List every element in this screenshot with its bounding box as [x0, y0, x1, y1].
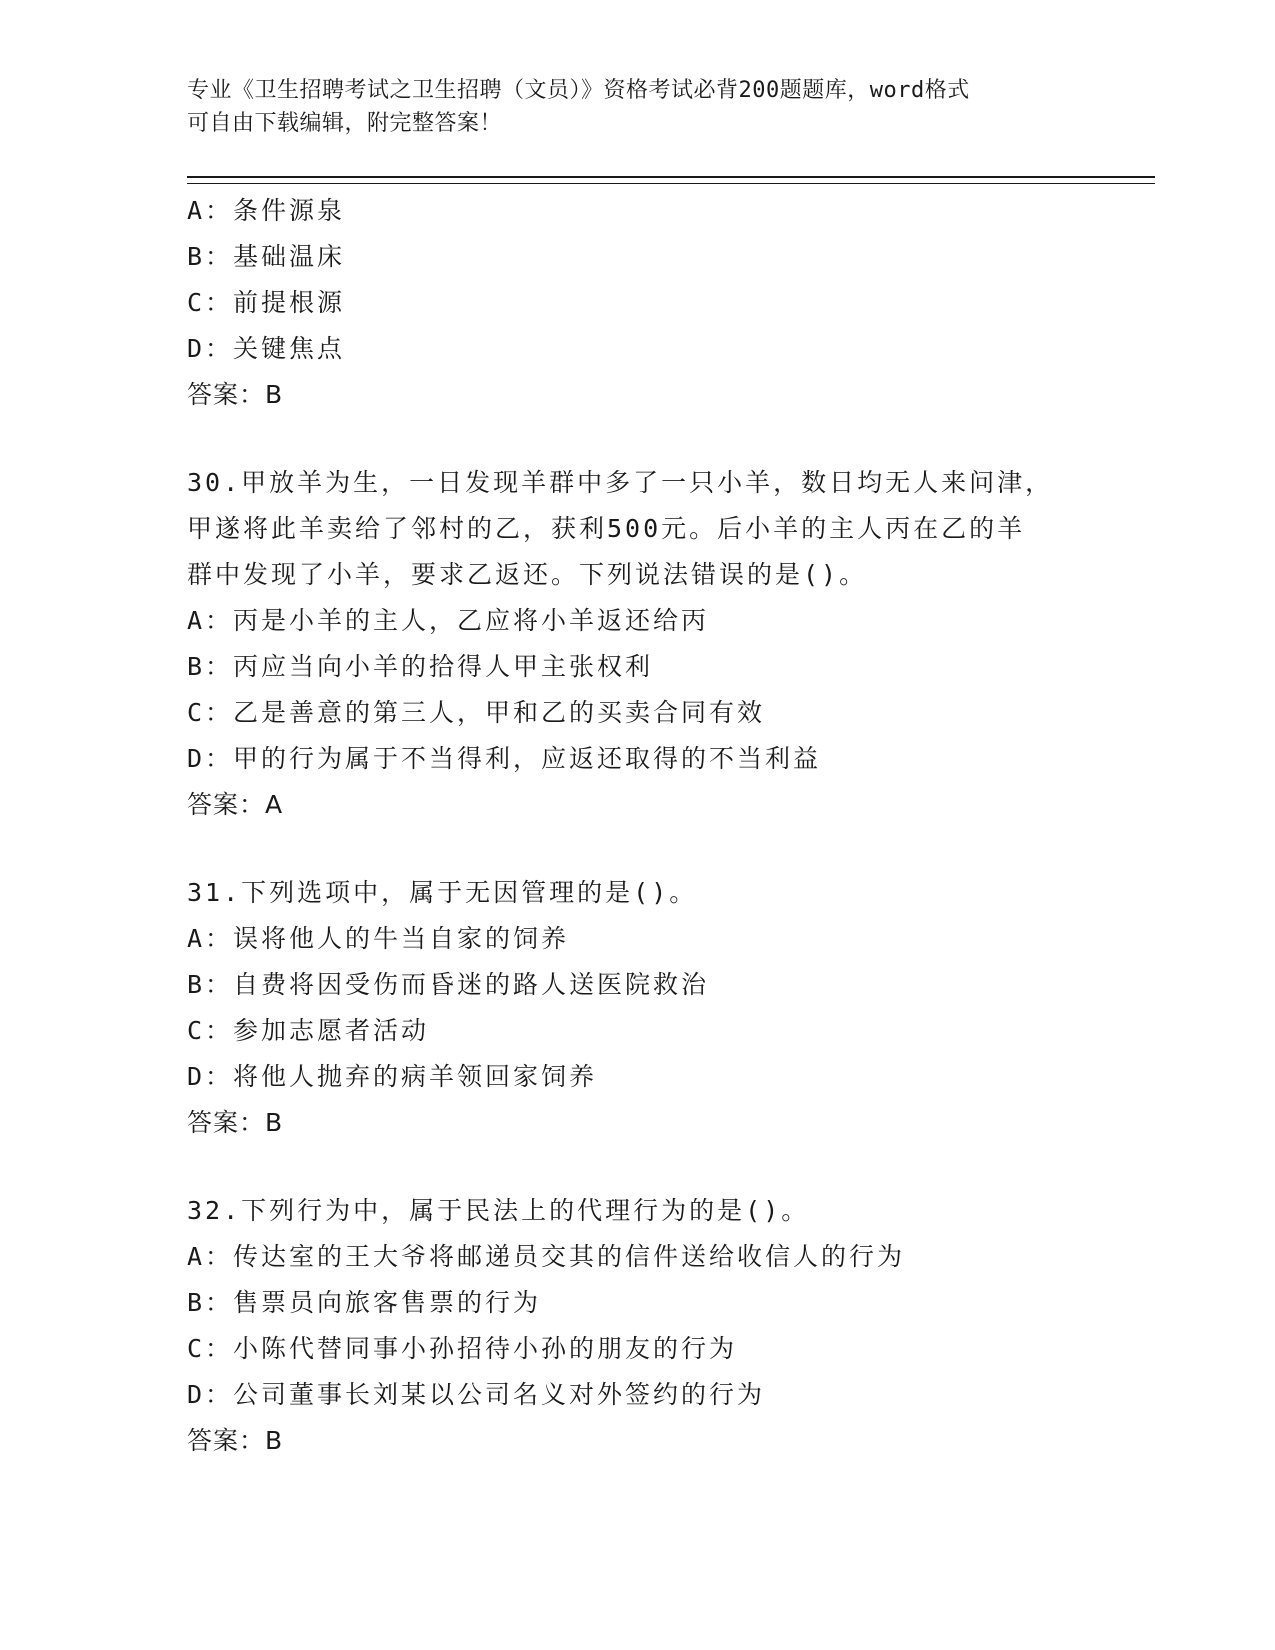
option-b: B：自费将因受伤而昏迷的路人送医院救治 [187, 970, 710, 999]
option-a: A：误将他人的牛当自家的饲养 [187, 924, 570, 953]
header-divider-thick [187, 176, 1155, 178]
option-a: A：传达室的王大爷将邮递员交其的信件送给收信人的行为 [187, 1242, 906, 1271]
question-block-29 [187, 188, 1155, 418]
header-divider-thin [187, 183, 1155, 184]
spacer [187, 828, 1155, 870]
question-stem-line: 甲遂将此羊卖给了邻村的乙，获利500元。后小羊的主人丙在乙的羊 [187, 514, 1026, 543]
answer-line: 答案：B [187, 380, 284, 409]
question-stem-line: 30.甲放羊为生，一日发现羊群中多了一只小羊，数日均无人来问津， [187, 468, 1054, 497]
option-b: B：售票员向旅客售票的行为 [187, 1288, 542, 1317]
header-line-1: 专业《卫生招聘考试之卫生招聘（文员）》资格考试必背200题题库，word格式 [187, 78, 970, 103]
option-b: B：丙应当向小羊的拾得人甲主张权利 [187, 652, 654, 681]
option-c: C：乙是善意的第三人，甲和乙的买卖合同有效 [187, 698, 766, 727]
option-d: D：关键焦点 [187, 334, 346, 363]
option-c: C：参加志愿者活动 [187, 1016, 430, 1045]
answer-line: 答案：B [187, 1108, 284, 1137]
option-d: D：甲的行为属于不当得利，应返还取得的不当利益 [187, 744, 822, 773]
question-stem-line: 群中发现了小羊，要求乙返还。下列说法错误的是()。 [187, 560, 868, 589]
option-c: C：前提根源 [187, 288, 346, 317]
answer-line: 答案：A [187, 790, 284, 819]
question-stem-line: 32.下列行为中，属于民法上的代理行为的是()。 [187, 1196, 810, 1225]
spacer [187, 1146, 1155, 1188]
document-header [187, 74, 1087, 140]
option-c: C：小陈代替同事小孙招待小孙的朋友的行为 [187, 1334, 738, 1363]
option-d: D：将他人抛弃的病羊领回家饲养 [187, 1062, 598, 1091]
question-block-32 [187, 1188, 1155, 1464]
question-block-30 [187, 460, 1155, 828]
option-d: D：公司董事长刘某以公司名义对外签约的行为 [187, 1380, 766, 1409]
option-a: A：丙是小羊的主人，乙应将小羊返还给丙 [187, 606, 710, 635]
option-b: B：基础温床 [187, 242, 346, 271]
answer-line: 答案：B [187, 1426, 284, 1455]
question-block-31 [187, 870, 1155, 1146]
question-list [187, 188, 1155, 1464]
option-a: A：条件源泉 [187, 196, 346, 225]
header-line-2: 可自由下载编辑，附完整答案！ [187, 111, 503, 136]
spacer [187, 418, 1155, 460]
question-stem-line: 31.下列选项中，属于无因管理的是()。 [187, 878, 698, 907]
